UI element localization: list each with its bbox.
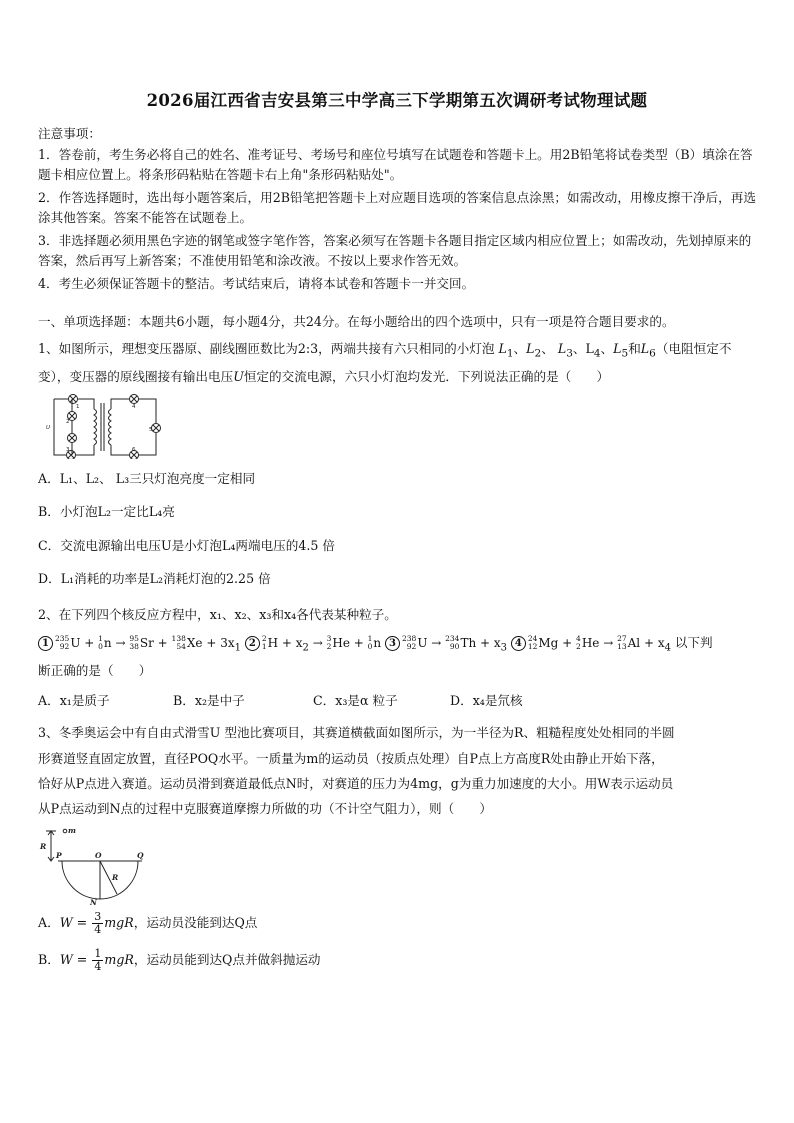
q3-option-b-text: ，运动员能到达Q点并做斜抛运动 [133,952,321,968]
fig3-label-r: R [112,873,119,883]
q2-option-a: A．x₁是质子 [38,692,110,708]
q2-option-d: D．x₄是氘核 [450,692,523,708]
q3-option-b-num: 1 [94,947,102,961]
q3-option-b-w: W = [59,952,88,968]
q3-option-a [38,911,756,936]
q2-option-b: B．x₂是中子 [173,692,245,708]
notice-item-4: 4．考生必须保证答题卡的整洁。考试结束后，请将本试卷和答题卡一并交回。 [38,276,475,292]
q3-line-3: 恰好从P点进入赛道。运动员滑到赛道最低点N时，对赛道的压力为4mg，g为重力加速度的大小。用W表示运动员 [38,775,674,791]
notice-item-3: 3．非选择题必须用黑色字迹的钢笔或签字笔作答，答案必须写在答题卡各题目指定区域内相应位置上；如需改动，先划掉原来的答案，然后再写上新答案；不准使用铅笔和涂改液。不按以上要求作答无效。 [38,233,752,268]
q1-option-a: A．L₁、L₂、 L₃三只灯泡亮度一定相同 [38,470,256,486]
q3-option-b-mgr: mgR [104,952,134,968]
q1-option-b: B．小灯泡L₂一定比L₄亮 [38,504,175,520]
half-pipe-figure [38,825,158,907]
q2-tail2: 断正确的是（ ） [38,663,152,679]
q3-line-2: 形赛道竖直固定放置，直径POQ水平。一质量为m的运动员（按质点处理）自P点上方高度R处由静止开始下落， [38,750,664,766]
question-3 [38,720,756,821]
q3-option-b-prefix: B． [38,952,60,968]
q2-text: 2、在下列四个核反应方程中，x₁、x₂、x₃和x₄各代表某种粒子。 [38,606,397,622]
q3-option-a-fraction [92,911,103,936]
notice-item-1: 1．答卷前，考生务必将自己的姓名、准考证号、考场号和座位号填写在试题卷和答题卡上。用2B铅笔将试卷类型（B）填涂在答题卡相应位置上。将条形码粘贴在答题卡右上角"条形码粘贴处"。 [38,147,753,182]
q3-line-1: 3、冬季奥运会中有自由式滑雪U 型池比赛项目，其赛道横截面如图所示，为一半径为R、粗糙程度处处相同的半圆 [38,725,675,741]
notice-item-2: 2．作答选择题时，选出每小题答案后，用2B铅笔把答题卡上对应题目选项的答案信息点涂黑；如需改动，用橡皮擦干净后，再选涂其他答案。答案不能答在试题卷上。 [38,190,756,225]
notice-block [38,124,756,294]
q3-option-b [38,948,756,973]
page-title: 2026届江西省吉安县第三中学高三下学期第五次调研考试物理试题 [146,91,648,110]
notice-heading: 注意事项： [38,125,101,141]
fig3-label-q: Q [137,851,144,861]
fig1-label-6: 6 [132,446,136,453]
question-1: 1、如图所示，理想变压器原、副线圈匝数比为2:3，两端共接有六只相同的小灯泡 $L_1$、$L_2$、 $L_3$、$L_4$、$L_5$和$L_6$（电阻恒定不变），变压器的原线圈接有输出电压U恒定的交流电源，六只小灯泡均发光．下列说法正确的是（ ） [38,341,732,384]
q1-option-d: D．L₁消耗的功率是L₂消耗灯泡的2.25 倍 [38,571,271,587]
fig1-label-1: 1 [76,403,80,410]
q3-option-a-text: ，运动员没能到达Q点 [133,915,258,931]
q1-text-b: （电阻恒定不变），变压器的原线圈接有输出电压 [38,341,732,384]
fig3-label-m: m [68,826,76,836]
fig3-label-r-left: R [40,842,47,852]
fig3-label-p: P [56,851,62,861]
q3-option-a-prefix: A． [38,915,60,931]
q3-option-b-den: 4 [94,960,102,974]
q2-tail: 以下判 [674,634,713,650]
q2-equations: 1 235 92 U + 1 0 n → 95 38 Sr + 138 54 $Xe + 3x_1$ 2 2 1 $H + x_2$ → 3 2 He + 1 0 n 3 238 92 U → 234 90 $Th + x_3$ 4 24 12 Mg + 4 2 He → 27 13 $Al + x_4$ 以下判 [38,633,756,656]
q3-option-a-w: W = [59,915,88,931]
section-heading: 一、单项选择题：本题共6小题，每小题4分，共24分。在每小题给出的四个选项中，只有一项是符合题目要求的。 [38,313,675,329]
transformer-circuit-figure [46,393,166,459]
q3-option-a-num: 3 [94,910,102,924]
exam-page [38,88,756,973]
q3-option-a-den: 4 [94,923,102,937]
fig1-label-2: 2 [66,418,70,425]
fig1-label-u: U [46,424,51,431]
q1-option-c: C．交流电源输出电压U是小灯泡L₄两端电压的4.5 倍 [38,537,335,553]
q2-options [38,691,756,711]
fig1-label-3: 3 [66,446,70,453]
q3-option-b-fraction [92,948,103,973]
fig1-label-4: 4 [132,403,136,410]
q1-text-c: 恒定的交流电源，六只小灯泡均发光．下列说法正确的是（ ） [243,368,610,384]
q1-text-a: 1、如图所示，理想变压器原、副线圈匝数比为2:3，两端共接有六只相同的小灯泡 [38,341,495,357]
q3-option-a-mgr: mgR [104,915,134,931]
fig3-label-n: N [90,898,97,908]
q3-line-4: 从P点运动到N点的过程中克服赛道摩擦力所做的功（不计空气阻力），则（ ） [38,801,492,817]
fig1-label-5: 5 [149,426,153,433]
q2-option-c: C．x₃是α 粒子 [313,692,398,708]
fig3-label-o: O [95,851,102,861]
